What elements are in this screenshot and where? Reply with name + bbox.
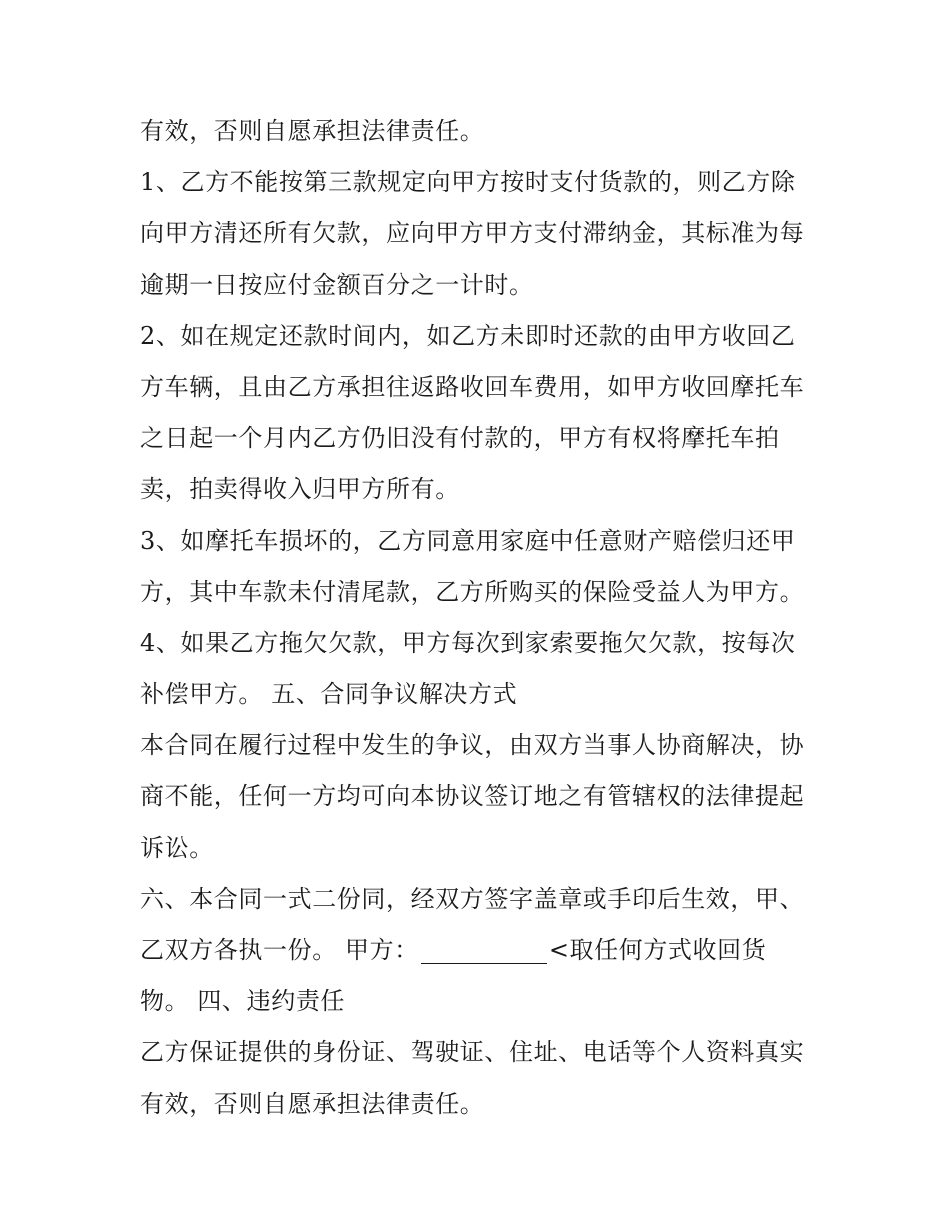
text-line: 卖，拍卖得收入归甲方所有。: [140, 475, 460, 504]
text-line: 有效，否则自愿承担法律责任。: [140, 1089, 485, 1118]
signature-blank: [421, 939, 547, 964]
text-line: 本合同在履行过程中发生的争议，由双方当事人协商解决，协: [140, 731, 805, 760]
document-body: [140, 106, 820, 1130]
signature-suffix: <取任何方式收回货: [548, 936, 767, 964]
text-line: 有效，否则自愿承担法律责任。: [140, 117, 485, 145]
signature-line: [140, 925, 820, 976]
text-line: 1、乙方不能按第三款规定向甲方按时支付货款的，则乙方除: [140, 168, 796, 197]
signature-prefix: 乙双方各执一份。 甲方：: [140, 936, 419, 964]
text-line: 物。 四、违约责任: [140, 987, 346, 1016]
text-line: 诉讼。: [140, 833, 214, 862]
text-line: 乙方保证提供的身份证、驾驶证、住址、电话等个人资料真实: [140, 1038, 805, 1067]
text-line: 之日起一个月内乙方仍旧没有付款的，甲方有权将摩托车拍: [140, 424, 780, 453]
text-line: 方，其中车款未付清尾款，乙方所购买的保险受益人为甲方。: [140, 577, 805, 606]
text-line: 向甲方清还所有欠款，应向甲方甲方支付滞纳金，其标准为每: [140, 219, 805, 248]
text-line: 逾期一日按应付金额百分之一计时。: [140, 270, 534, 299]
text-line: 方车辆，且由乙方承担往返路收回车费用，如甲方收回摩托车: [140, 372, 805, 401]
text-line: 3、如摩托车损坏的，乙方同意用家庭中任意财产赔偿归还甲: [140, 526, 796, 555]
text-line: 补偿甲方。 五、合同争议解决方式: [140, 680, 518, 709]
text-line: 4、如果乙方拖欠欠款，甲方每次到家索要拖欠欠款，按每次: [140, 628, 796, 657]
text-line: 2、如在规定还款时间内，如乙方未即时还款的由甲方收回乙: [140, 321, 796, 350]
text-line: 六、本合同一式二份同，经双方签字盖章或手印后生效，甲、: [140, 884, 805, 913]
text-line: 商不能，任何一方均可向本协议签订地之有管辖权的法律提起: [140, 782, 805, 811]
